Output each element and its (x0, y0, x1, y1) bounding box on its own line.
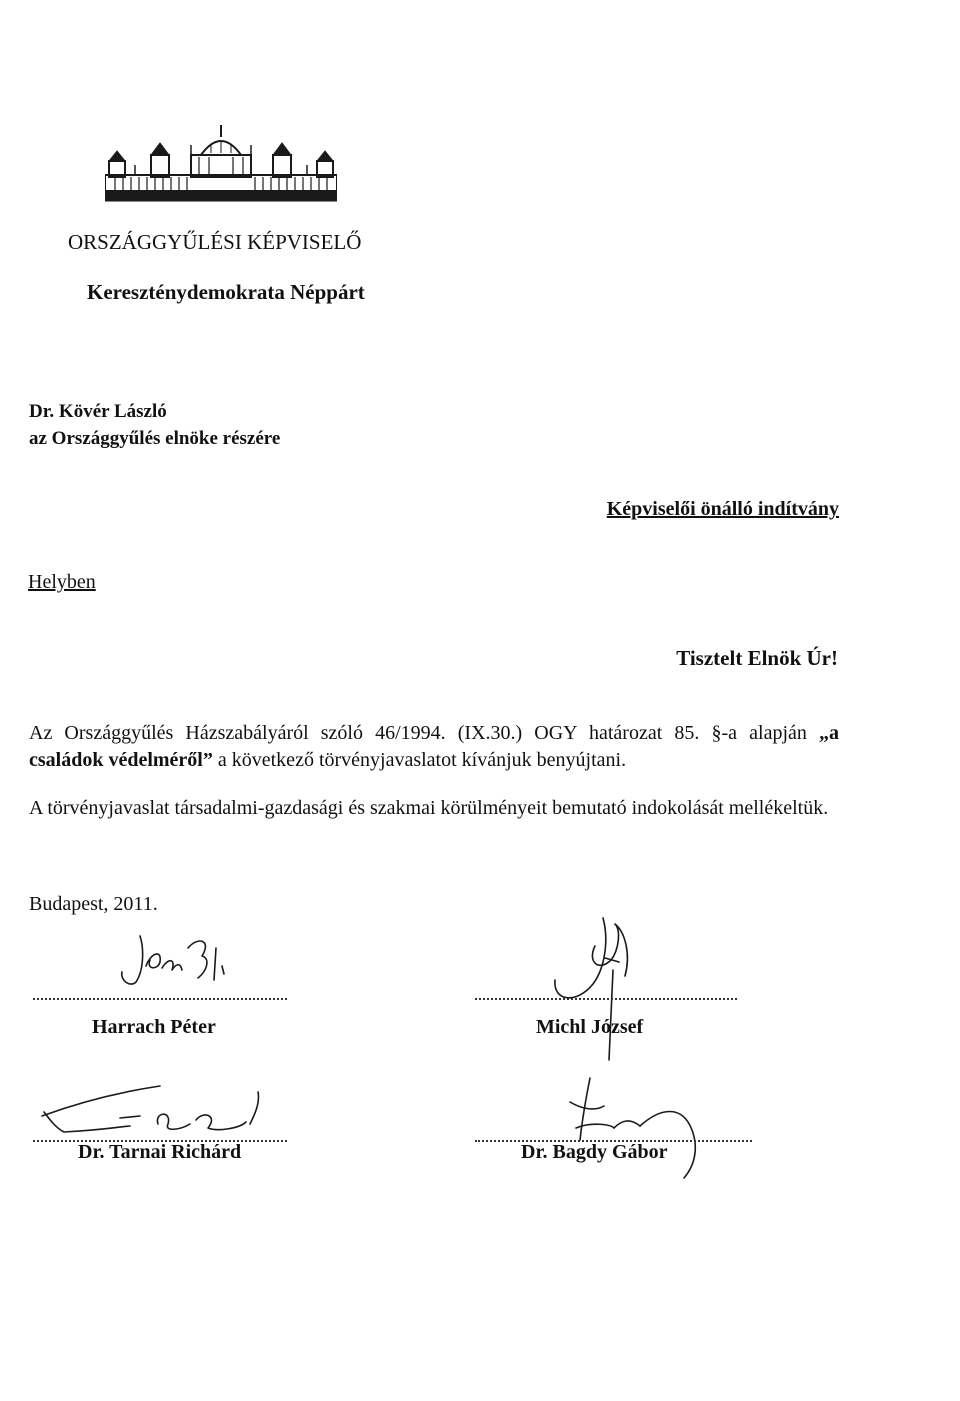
signatory-name-1: Harrach Péter (92, 1016, 216, 1038)
location: Helyben (28, 571, 96, 593)
body-paragraph-1 (29, 720, 839, 774)
signature-1 (110, 918, 240, 990)
signature-line-2 (475, 998, 737, 1000)
place-date: Budapest, 2011. (29, 893, 158, 915)
body-paragraph-2: A törvényjavaslat társadalmi-gazdasági és szakmai körülményeit bemutató indokolását mellékeltük. (29, 797, 829, 819)
body-paragraph-1-text-a: Az Országgyűlés Házszabályáról szóló 46/1994. (IX.30.) OGY határozat 85. §-a alapján (29, 722, 819, 744)
sender-title: ORSZÁGGYŰLÉSI KÉPVISELŐ (68, 230, 362, 254)
document-type: Képviselői önálló indítvány (606, 498, 839, 520)
parliament-building-icon (105, 125, 337, 205)
bill-title: „a családok védelméről” (29, 722, 839, 771)
salutation: Tisztelt Elnök Úr! (676, 646, 838, 670)
signature-3 (40, 1072, 300, 1142)
signature-4 (550, 1068, 710, 1188)
signatory-name-3: Dr. Tarnai Richárd (78, 1141, 242, 1163)
body-paragraph-1-text-b: a következő törvényjavaslatot kívánjuk benyújtani. (212, 749, 627, 771)
signatory-name-2: Michl József (536, 1016, 644, 1038)
recipient-role: az Országgyűlés elnöke részére (29, 428, 281, 449)
sender-party: Kereszténydemokrata Néppárt (87, 280, 365, 304)
recipient-name: Dr. Kövér László (29, 401, 167, 422)
signatory-name-4: Dr. Bagdy Gábor (521, 1141, 668, 1163)
signature-line-1 (33, 998, 287, 1000)
